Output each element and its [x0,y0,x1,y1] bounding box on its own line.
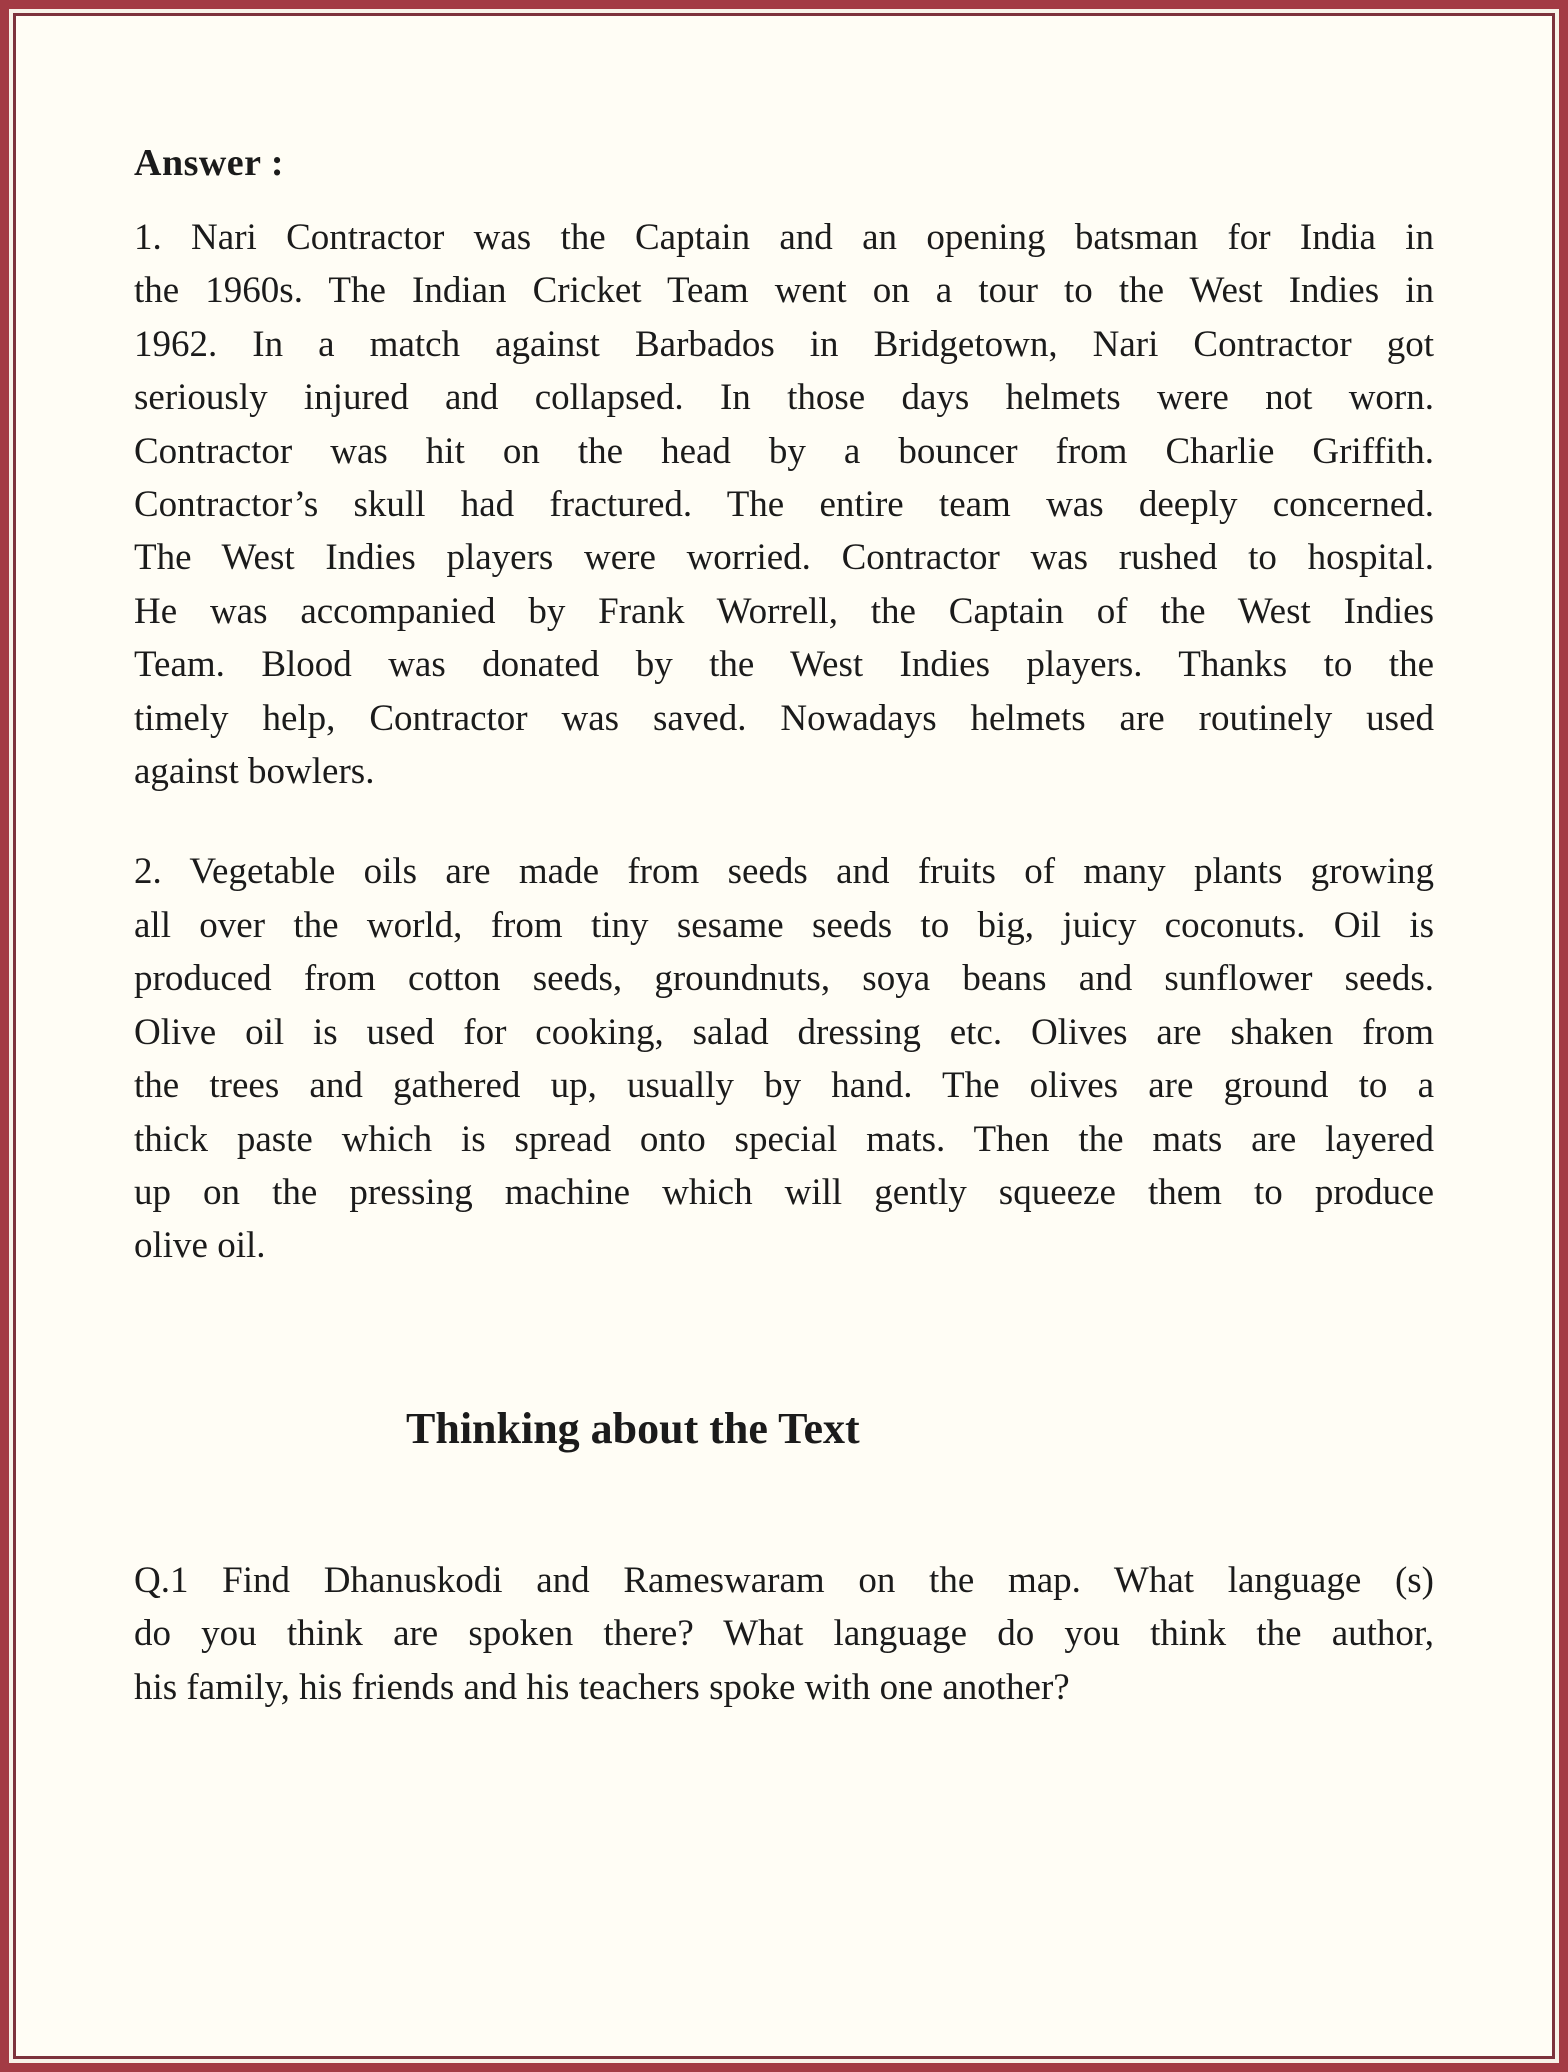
text-line: The West Indies players were worried. Contractor was rushed to hospital. [134,537,1434,579]
page-frame [13,13,1555,2059]
text-line: produced from cotton seeds, groundnuts, soya beans and sunflower seeds. [134,958,1434,1000]
text-line: timely help, Contractor was saved. Nowadays helmets are routinely used [134,697,1434,739]
text-line: 2. Vegetable oils are made from seeds and fruits of many plants growing [134,851,1434,893]
answer-paragraph-1 [134,211,1434,798]
text-line: all over the world, from tiny sesame seeds to big, juicy coconuts. Oil is [134,904,1434,946]
text-line: Team. Blood was donated by the West Indies players. Thanks to the [134,644,1434,686]
text-line: 1962. In a match against Barbados in Bridgetown, Nari Contractor got [134,323,1434,365]
text-line: the trees and gathered up, usually by hand. The olives are ground to a [134,1065,1434,1107]
text-line: the 1960s. The Indian Cricket Team went on a tour to the West Indies in [134,270,1434,312]
document-content [134,16,1434,1714]
text-line: He was accompanied by Frank Worrell, the Captain of the West Indies [134,590,1434,632]
text-line: seriously injured and collapsed. In those days helmets were not worn. [134,377,1434,419]
section-heading: Thinking about the Text [406,1403,860,1453]
answer-paragraph-2 [134,845,1434,1272]
text-line: thick paste which is spread onto special mats. Then the mats are layered [134,1118,1434,1160]
question-paragraph [134,1554,1434,1714]
text-line: olive oil. [134,1225,266,1267]
text-line: 1. Nari Contractor was the Captain and an opening batsman for India in [134,217,1434,258]
text-line: Contractor was hit on the head by a bouncer from Charlie Griffith. [134,430,1434,472]
text-line: up on the pressing machine which will gently squeeze them to produce [134,1171,1434,1213]
text-line: Contractor’s skull had fractured. The entire team was deeply concerned. [134,484,1434,526]
text-line: against bowlers. [134,751,375,793]
answer-heading: Answer : [134,142,285,184]
text-line: his family, his friends and his teachers spoke with one another? [134,1666,1070,1708]
text-line: do you think are spoken there? What language do you think the author, [134,1613,1434,1655]
text-line: Olive oil is used for cooking, salad dressing etc. Olives are shaken from [134,1011,1434,1053]
text-line: Q.1 Find Dhanuskodi and Rameswaram on the map. What language (s) [134,1559,1434,1601]
